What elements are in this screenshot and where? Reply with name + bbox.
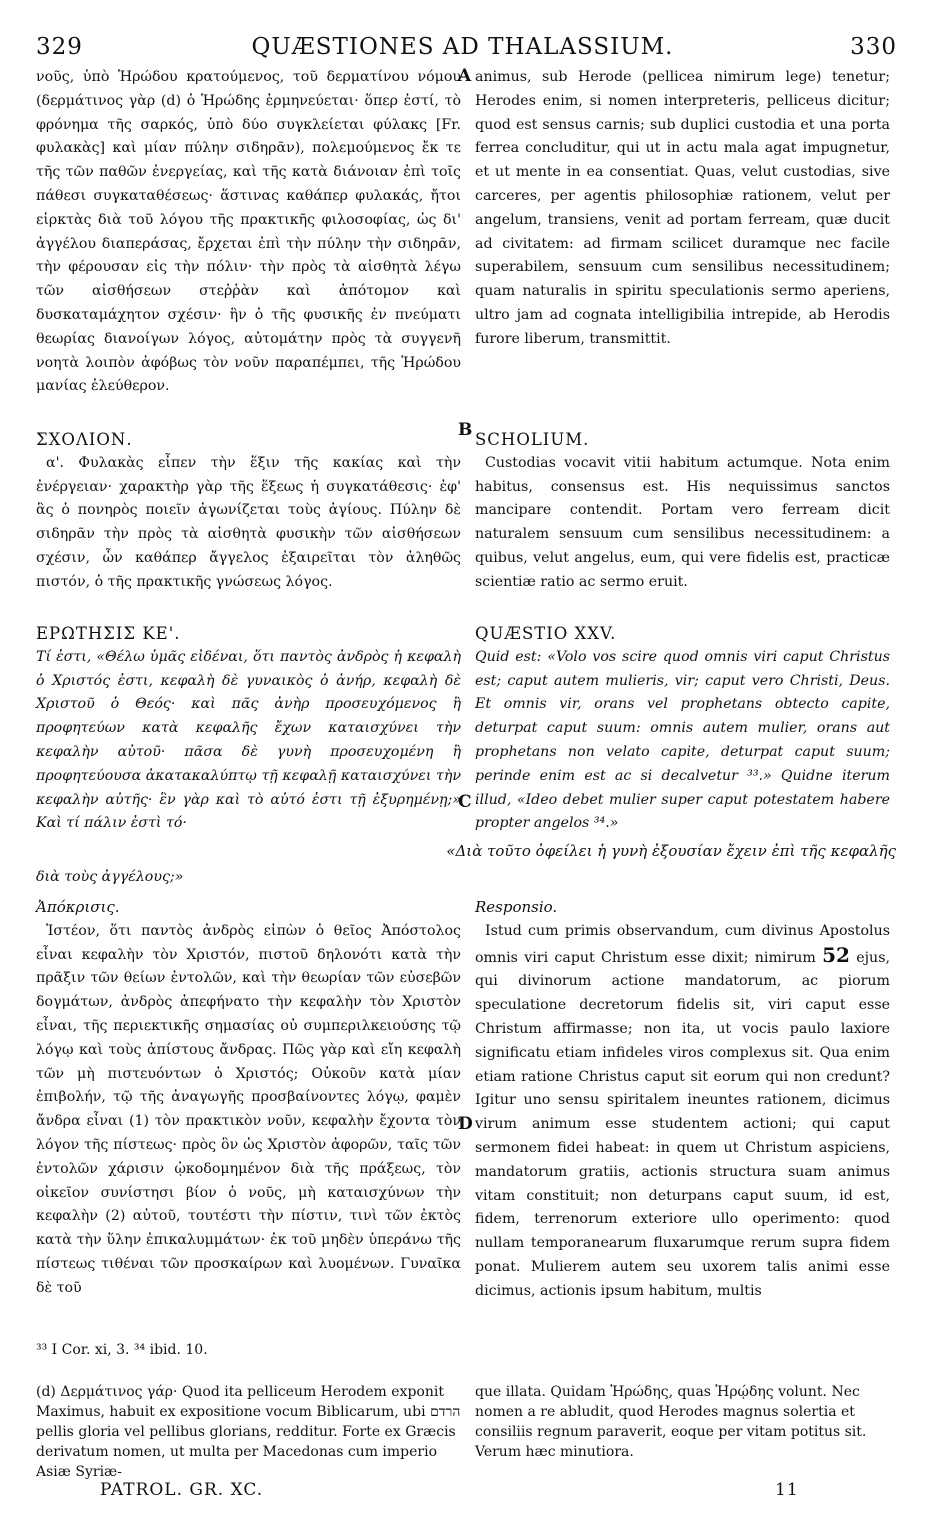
margin-mark-c: C	[458, 792, 472, 812]
page-number-right: 330	[850, 34, 897, 60]
greek-scholion-text: α'. Φυλακὰς εἶπεν τὴν ἕξιν τῆς κακίας καὶ τὴν ἐνέργειαν· χαρακτὴρ γὰρ τῆς ἕξεως ἡ συγκατάθεσις· ἐφ' ἃς ὁ πονηρὸς ποιεῖν ἀγωνίζεται τοὺς ἁγίους. Πύλην δὲ σιδηρᾶν τὴν πρὸς τὰ αἰσθητὰ φυσικὴν τῶν αἰσθήσεων σχέσιν, ὧν καθάπερ ἄγγελος ἐξαιρεῖται τὸν ἀληθῶς πιστόν, ὁ τῆς πρακτικῆς γνώσεως λόγος.	[36, 454, 461, 590]
margin-mark-a: A	[458, 66, 472, 86]
latin-scholion-title: SCHOLIUM.	[475, 430, 590, 449]
latin-top-text: animus, sub Herode (pelliceа nimirum lege) tenetur; Herodes enim, si nomen interpreteris, pelliceus dicitur; quod est sensus carnis; sub duplici custodia et una porta ferrea concluditur, qui ut in actu mala agat impugnetur, et ut mente in ea consentiat. Quas, velut custodias, sive carceres, per agentis philosophiæ rationem, velut per angelum, transiens, venit ad portam ferream, quæ ducit ad civitatem: ad firmam scilicet duramque nec facile superabilem, sensuum cum sensilibus necessitudinem; quam naturalis in spiritu speculationis sermo aperiens, ultro jam ad cognata intelligibilia intrepide, ab Herodis furore liberum, transmittit.	[475, 69, 890, 347]
greek-scholion-title: ΣΧΟΛΙΟΝ.	[36, 430, 133, 449]
footer-sheet-number: 11	[775, 1480, 799, 1500]
greek-response-text: Ἰστέον, ὅτι παντὸς ἀνδρὸς εἰπὼν ὁ θεῖος Ἀπόστολος εἶναι κεφαλὴν τὸν Χριστόν, πιστοῦ δηλονότι κατὰ τὴν πρᾶξιν τῶν θείων ἐντολῶν, καὶ τὴν θεωρίαν τῶν εὐσεβῶν δογμάτων, ἀνδρὸς ἀπεφήνατο τὴν κεφαλὴν τὸν Χριστὸν εἶναι, τῆς περιεκτικῆς σημασίας οὐ συμπεριλκειούσης τῷ λόγῳ καὶ τοὺς ἀπίστους ἄνδρας. Πῶς γὰρ καὶ εἴη κεφαλὴ τῶν μὴ πιστευόντων ὁ Χριστός; Οὐκοῦν κατὰ μίαν ἐπιβολήν, τῷ τῆς ἀναγωγῆς προσβαίνοντες λόγῳ, φαμὲν ἄνδρα εἶναι (1) τὸν πρακτικὸν νοῦν, κεφαλὴν ἔχοντα τὸν λόγον τῆς πίστεως· πρὸς ὃν ὡς Χριστὸν ἀφορῶν, ταῖς τῶν ἐντολῶν χάρισιν ᾠκοδομημένον διὰ τῆς πράξεως, τὸν οἰκεῖον συνίστησι βίον ὁ νοῦς, μὴ καταισχύνων τὴν κεφαλὴν (2) αὐτοῦ, τουτέστι τὴν πίστιν, τινὶ τῶν ἐκτὸς κατὰ τὴν ὕλην ἐπικαλυμμάτων· ἐκ τοῦ μηδὲν ὑπεράνω τῆς πίστεως τιθέναι τῶν προσκαίρων καὶ λυομένων. Γυναῖκα δὲ τοῦ	[36, 922, 461, 1296]
page-header	[0, 34, 925, 64]
greek-response-title: Ἀπόκρισις.	[36, 898, 120, 916]
latin-response-title: Responsio.	[475, 898, 558, 916]
latin-response-text	[475, 920, 890, 1304]
margin-mark-b: B	[458, 420, 473, 440]
greek-question-spanning-line: «Διὰ τοῦτο ὀφείλει ἡ γυνὴ ἐξουσίαν ἔχειν ἐπὶ τῆς κεφαλῆς	[446, 842, 896, 860]
greek-top-block	[36, 66, 461, 399]
margin-mark-d: D	[458, 1114, 473, 1134]
greek-scholion	[36, 428, 461, 595]
footnote-left: (d) Δερμάτινος γάρ· Quod ita pelliceum Herodem exponit Maximus, habuit ex expositione vocum Biblicarum, ubi הרדם pellis gloria vel pellibus glorians, redditur. Forte ex Græcis derivatum nomen, ut multa per Macedonas cum imperio Asiæ Syriæ-	[36, 1384, 461, 1480]
latin-question-title: QUÆSTIO XXV.	[475, 624, 617, 643]
latin-scholion	[475, 428, 890, 595]
greek-question-title: ΕΡΩΤΗΣΙΣ ΚΕ'.	[36, 624, 181, 643]
latin-response-before: Istud cum primis observandum, cum divinus Apostolus omnis viri caput Christum esse dixit; nimirum	[475, 922, 890, 966]
latin-response	[475, 896, 890, 1304]
column-number: 52	[822, 942, 850, 967]
greek-top-text: νοῦς, ὑπὸ Ἡρώδου κρατούμενος, τοῦ δερματίνου νόμου (δερμάτινος γὰρ (d) ὁ Ἡρώδης ἑρμηνεύεται· ὅπερ ἐστί, τὸ φρόνημα τῆς σαρκός, ὑπὸ δύο συγκλείεται φύλακς [Fr. φυλακὰς] καὶ μίαν πύλην σιδηρᾶν), πολεμούμενος ἔκ τε τῆς τῶν παθῶν ἐνεργείας, καὶ τῆς κατὰ διάνοιαν ἐπὶ τοῖς πάθεσι συγκαταθέσεως· ἅστινας καθάπερ φυλακάς, ἤτοι εἱρκτὰς διὰ τοῦ λόγου τῆς πρακτικῆς φιλοσοφίας, ὡς δι' ἀγγέλου διαπεράσας, ἔρχεται ἐπὶ τὴν πύλην τὴν σιδηρᾶν, τὴν φέρουσαν εἰς τὴν πόλιν· τὴν πρὸς τὰ αἰσθητὰ λέγω τῶν αἰσθήσεων στεῤῥὰν καὶ ἀπότομον καὶ δυσκαταμάχητον σχέσιν· ἣν ὁ τῆς φυσικῆς ἐν πνεύματι θεωρίας διανοίγων λόγος, αὐτομάτην πρὸς τὰ συγγενῆ νοητὰ λοιπὸν ἀφόβως τὸν νοῦν παραπέμπει, τῆς Ἡρώδου μανίας ἐλεύθερον.	[36, 69, 461, 395]
latin-top-block	[475, 66, 890, 352]
latin-scholion-text: Custodias vocavit vitii habitum actumque. Nota enim habitus, consensus est. His nequissimus sanctos mancipare contendit. Portam vero ferream dicit naturalem sensuum cum sensilibus necessitudinem: a quibus, velut angelus, eum, qui vere fidelis est, practicæ scientiæ ratio ac sermo eruit.	[475, 454, 890, 590]
running-title: QUÆSTIONES AD THALASSIUM.	[251, 34, 674, 60]
latin-response-after: ejus, qui divinorum actione mandatorum, ac piorum speculatione decretorum fidelis sit, viri caput esse Christum affirmasse; non ita, ut vocis paulo laxiore significatu etiam infideles viros complexus sit. Qua enim etiam ratione Christus caput sit eorum qui non credunt? Igitur uno sensu spiritalem ineuntes rationem, dicimus virum animum esse studentem actioni; qui caput sermonem fidei habeat: in quem ut Christum aspiciens, mandatorum gratiis, actionis structura suam animus vitam constituit; non deturpans caput suum, id est, fidem, terrenorum exteriore ullo operimento: quod nullam temporanearum fluxarumque rerum supra fidem ponat. Mulierem autem seu uxorem talis animi esse dicimus, actionis ipsum habitum, multis	[475, 949, 890, 1299]
footer-signature: PATROL. GR. XC.	[100, 1480, 264, 1500]
page-number-left: 329	[36, 34, 83, 60]
latin-question	[475, 622, 890, 836]
greek-question-text: Τί ἐστι, «Θέλω ὑμᾶς εἰδέναι, ὅτι παντὸς ἀνδρὸς ἡ κεφαλὴ ὁ Χριστός ἐστι, κεφαλὴ δὲ γυναικὸς ὁ ἀνήρ, κεφαλὴ δὲ Χριστοῦ ὁ Θεός· καὶ πᾶς ἀνὴρ προσευχόμενος ἢ προφητεύων κατὰ κεφαλῆς ἔχων καταισχύνει τὴν κεφαλὴν αὐτοῦ· πᾶσα δὲ γυνὴ προσευχομένη ἢ προφητεύουσα ἀκατακαλύπτῳ τῇ κεφαλῇ καταισχύνει τὴν κεφαλὴν αὐτῆς· ἓν γὰρ καὶ τὸ αὐτό ἐστι τῇ ἐξυρημένῃ;» Καὶ τί πάλιν ἐστὶ τό·	[36, 648, 461, 832]
footnote-references: ³³ I Cor. xi, 3. ³⁴ ibid. 10.	[36, 1342, 208, 1358]
greek-response	[36, 896, 461, 1301]
latin-question-text: Quid est: «Volo vos scire quod omnis viri caput Christus est; caput autem mulieris, vir; caput vero Christi, Deus. Et omnis vir, orans vel prophetans obtecto capite, deturpat caput suum: omnis autem mulier, orans aut prophetans non velato capite, deturpat caput suum; perinde enim est ac si decalvetur ³³.» Quidne iterum illud, «Ideo debet mulier super caput potestatem habere propter angelos ³⁴.»	[475, 648, 890, 832]
greek-question	[36, 622, 461, 836]
greek-question-end: διὰ τοὺς ἀγγέλους;»	[36, 869, 184, 885]
footnote-right: que illata. Quidam Ἡρώδης, quas Ἡρῴδης volunt. Nec nomen a re abludit, quod Herodes magnus solertia et consiliis regnum paraverit, eoque per vitam potitus sit. Verum hæc minutiora.	[475, 1384, 867, 1460]
